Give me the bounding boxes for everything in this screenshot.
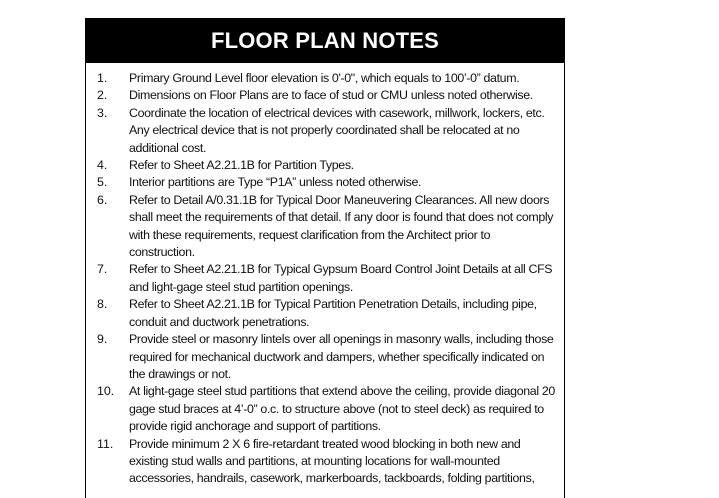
note-text: Refer to Sheet A2.21.1B for Typical Gypsum Board Control Joint Details at all CFS and light-gage steel stud partition openings. — [129, 262, 553, 294]
notes-list — [86, 70, 564, 488]
note-number: 6. — [97, 192, 108, 207]
note-text: Refer to Sheet A2.21.1B for Partition Types. — [129, 158, 354, 173]
note-item — [86, 383, 564, 435]
note-number: 5. — [97, 175, 108, 190]
note-number: 4. — [97, 158, 108, 173]
note-item — [86, 192, 564, 262]
note-item — [86, 105, 564, 157]
note-number: 9. — [97, 332, 108, 347]
note-item — [86, 261, 564, 296]
note-item — [86, 296, 564, 331]
note-text: Provide minimum 2 X 6 fire-retardant treated wood blocking in both new and existing stud walls and partitions, at mounting locations for wall-mounted accessories, handrails, casework, markerboards, tackboards, folding partitions, — [129, 436, 535, 486]
note-number: 10. — [97, 384, 115, 399]
note-item — [86, 331, 564, 383]
note-item — [86, 87, 564, 104]
note-text: Primary Ground Level floor elevation is 0'-0", which equals to 100’-0” datum. — [129, 71, 520, 85]
floor-plan-notes-panel — [85, 18, 565, 498]
notes-header — [86, 18, 564, 63]
note-number: 1. — [97, 71, 108, 85]
page-title: FLOOR PLAN NOTES — [210, 27, 440, 53]
note-number: 2. — [97, 88, 108, 103]
note-number: 8. — [97, 297, 108, 312]
note-text: Refer to Detail A/0.31.1B for Typical Door Maneuvering Clearances. All new doors shall meet the requirements of that detail. If any door is found that does not comply with these requirements, request clarification from the Architect prior to construction. — [129, 192, 554, 260]
note-text: At light-gage steel stud partitions that extend above the ceiling, provide diagonal 20 gage stud braces at 4’-0” o.c. to structure above (not to steel deck) as required to provide rigid anchorage and support of partitions. — [129, 384, 555, 434]
note-text: Coordinate the location of electrical devices with casework, millwork, lockers, etc. Any electrical device that is not properly coordinated shall be relocated at no additional cost. — [129, 105, 545, 155]
note-item — [86, 157, 564, 174]
note-item — [86, 436, 564, 488]
note-number: 7. — [97, 262, 108, 277]
note-text: Provide steel or masonry lintels over all openings in masonry walls, including those required for mechanical ductwork and dampers, whether specifically indicated on the drawings or not. — [129, 332, 554, 381]
note-text: Interior partitions are Type “P1A” unless noted otherwise. — [129, 175, 422, 190]
note-item — [86, 70, 564, 87]
note-text: Dimensions on Floor Plans are to face of stud or CMU unless noted otherwise. — [129, 88, 533, 103]
note-text: Refer to Sheet A2.21.1B for Typical Partition Penetration Details, including pipe, conduit and ductwork penetrations. — [129, 297, 537, 329]
note-number: 3. — [97, 105, 108, 120]
note-item — [86, 174, 564, 191]
note-number: 11. — [97, 436, 114, 451]
